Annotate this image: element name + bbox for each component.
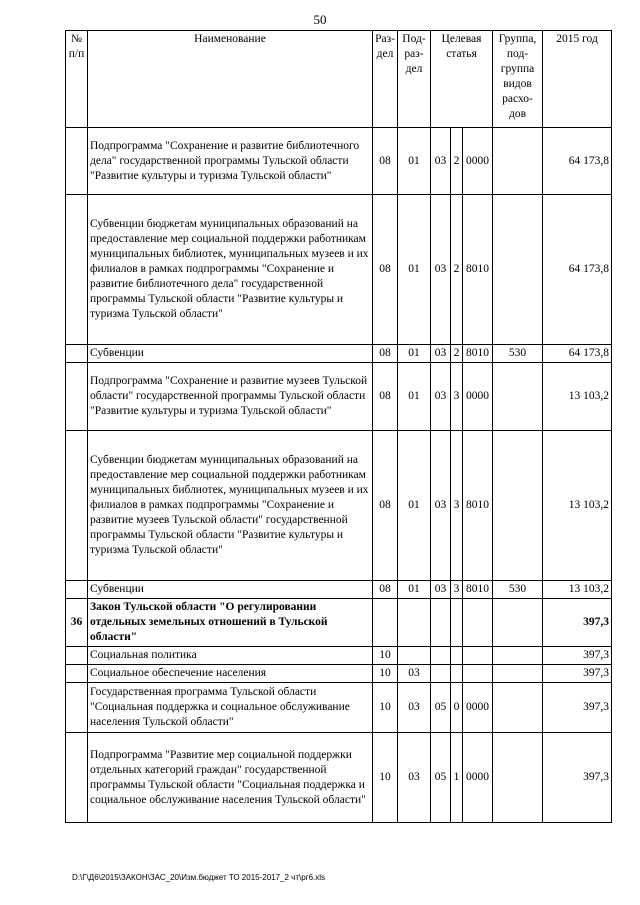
- row-target-program: 03: [431, 195, 451, 345]
- row-target-program: [431, 647, 451, 665]
- row-target-subprogram: [451, 665, 463, 683]
- row-target-program: 03: [431, 345, 451, 363]
- row-expense-group: [493, 733, 543, 823]
- row-amount: 64 173,8: [543, 128, 612, 195]
- row-target-program: [431, 665, 451, 683]
- row-number: [66, 128, 88, 195]
- row-target-program: 03: [431, 363, 451, 431]
- table-row: [66, 195, 612, 345]
- row-expense-group: 530: [493, 581, 543, 599]
- row-number: [66, 363, 88, 431]
- table-row: [66, 345, 612, 363]
- row-podrazdel: 03: [398, 683, 431, 733]
- table-row: [66, 647, 612, 665]
- row-amount: 64 173,8: [543, 345, 612, 363]
- row-name: Государственная программа Тульской области "Социальная поддержка и социальное обслуживание населения Тульской области": [88, 683, 373, 733]
- row-expense-group: [493, 665, 543, 683]
- row-name: Подпрограмма "Сохранение и развитие библиотечного дела" государственной программы Тульской области "Развитие культуры и туризма Тульской области": [88, 128, 373, 195]
- row-amount: 397,3: [543, 665, 612, 683]
- row-number: 36: [66, 599, 88, 647]
- row-target-subprogram: 3: [451, 431, 463, 581]
- row-razdel: 10: [373, 683, 398, 733]
- header-name: Наименование: [88, 31, 373, 128]
- row-podrazdel: [398, 647, 431, 665]
- row-podrazdel: 01: [398, 128, 431, 195]
- row-razdel: 08: [373, 195, 398, 345]
- table-row: [66, 363, 612, 431]
- table-row: [66, 733, 612, 823]
- row-expense-group: 530: [493, 345, 543, 363]
- header-group: Группа, под- группа видов расхо- дов: [493, 31, 543, 128]
- row-amount: 397,3: [543, 647, 612, 665]
- row-amount: 397,3: [543, 683, 612, 733]
- table-header-row: [66, 31, 612, 128]
- header-podrazdel: Под- раз- дел: [398, 31, 431, 128]
- table-body: [66, 128, 612, 823]
- row-target-subprogram: 2: [451, 345, 463, 363]
- row-expense-group: [493, 683, 543, 733]
- row-razdel: 10: [373, 733, 398, 823]
- table-row: [66, 431, 612, 581]
- row-target-code: 0000: [463, 363, 493, 431]
- row-razdel: 08: [373, 363, 398, 431]
- row-target-code: 0000: [463, 733, 493, 823]
- table-row: [66, 581, 612, 599]
- row-number: [66, 683, 88, 733]
- row-podrazdel: 03: [398, 665, 431, 683]
- row-target-subprogram: 2: [451, 195, 463, 345]
- row-number: [66, 345, 88, 363]
- row-amount: 64 173,8: [543, 195, 612, 345]
- row-expense-group: [493, 431, 543, 581]
- row-target-program: 05: [431, 683, 451, 733]
- row-target-code: 8010: [463, 345, 493, 363]
- row-number: [66, 733, 88, 823]
- row-podrazdel: 03: [398, 733, 431, 823]
- row-target-code: 8010: [463, 581, 493, 599]
- row-podrazdel: 01: [398, 431, 431, 581]
- row-number: [66, 195, 88, 345]
- header-no: № п/п: [66, 31, 88, 128]
- row-target-code: 8010: [463, 431, 493, 581]
- row-expense-group: [493, 647, 543, 665]
- row-number: [66, 581, 88, 599]
- table-row: [66, 683, 612, 733]
- row-expense-group: [493, 195, 543, 345]
- row-name: Социальная политика: [88, 647, 373, 665]
- row-razdel: 10: [373, 647, 398, 665]
- row-podrazdel: 01: [398, 581, 431, 599]
- row-target-subprogram: [451, 647, 463, 665]
- row-razdel: 08: [373, 581, 398, 599]
- row-number: [66, 665, 88, 683]
- row-target-program: 03: [431, 128, 451, 195]
- row-target-code: 0000: [463, 128, 493, 195]
- row-number: [66, 431, 88, 581]
- row-target-code: 0000: [463, 683, 493, 733]
- row-target-program: [431, 599, 451, 647]
- row-name: Субвенции бюджетам муниципальных образований на предоставление мер социальной поддержки работникам муниципальных библиотек, муниципальных музеев и их филиалов в рамках подпрограммы "Сохранение и развитие музеев Тульской области" государственной программы Тульской области "Развитие культуры и туризма Тульской области": [88, 431, 373, 581]
- row-target-program: 03: [431, 431, 451, 581]
- row-target-code: [463, 647, 493, 665]
- row-podrazdel: [398, 599, 431, 647]
- row-target-program: 05: [431, 733, 451, 823]
- row-expense-group: [493, 599, 543, 647]
- row-amount: 397,3: [543, 599, 612, 647]
- header-razdel: Раз- дел: [373, 31, 398, 128]
- row-target-subprogram: 1: [451, 733, 463, 823]
- row-target-code: [463, 665, 493, 683]
- footer-file-path: D:\Г\Д6\2015\ЗАКОН\ЗАС_20\Изм.бюджет ТО 2015-2017_2 чт\рг6.xls: [72, 873, 326, 882]
- row-name: Субвенции бюджетам муниципальных образований на предоставление мер социальной поддержки работникам муниципальных библиотек, муниципальных музеев и их филиалов в рамках подпрограммы "Сохранение и развитие библиотечного дела" государственной программы Тульской области "Развитие культуры и туризма Тульской области": [88, 195, 373, 345]
- row-target-subprogram: [451, 599, 463, 647]
- table-row: [66, 128, 612, 195]
- row-target-subprogram: 3: [451, 363, 463, 431]
- header-target: Целевая статья: [431, 31, 493, 128]
- row-razdel: 08: [373, 431, 398, 581]
- row-amount: 13 103,2: [543, 431, 612, 581]
- row-amount: 13 103,2: [543, 581, 612, 599]
- table-row: [66, 665, 612, 683]
- budget-table: [65, 30, 612, 823]
- row-target-program: 03: [431, 581, 451, 599]
- row-target-code: 8010: [463, 195, 493, 345]
- row-name: Подпрограмма "Развитие мер социальной поддержки отдельных категорий граждан" государственной программы Тульской области "Социальная поддержка и социальное обслуживание населения Тульской области": [88, 733, 373, 823]
- row-razdel: 08: [373, 345, 398, 363]
- table-row: [66, 599, 612, 647]
- page-number: 50: [313, 12, 327, 27]
- row-target-subprogram: 0: [451, 683, 463, 733]
- row-target-subprogram: 3: [451, 581, 463, 599]
- row-name: Субвенции: [88, 581, 373, 599]
- row-expense-group: [493, 128, 543, 195]
- header-year: 2015 год: [543, 31, 612, 128]
- row-name: Субвенции: [88, 345, 373, 363]
- row-name: Подпрограмма "Сохранение и развитие музеев Тульской области" государственной программы Тульской области "Развитие культуры и туризма Тульской области": [88, 363, 373, 431]
- row-number: [66, 647, 88, 665]
- row-expense-group: [493, 363, 543, 431]
- row-target-subprogram: 2: [451, 128, 463, 195]
- row-target-code: [463, 599, 493, 647]
- row-name: Закон Тульской области "О регулировании отдельных земельных отношений в Тульской области": [88, 599, 373, 647]
- row-podrazdel: 01: [398, 345, 431, 363]
- row-amount: 13 103,2: [543, 363, 612, 431]
- row-podrazdel: 01: [398, 363, 431, 431]
- row-razdel: 08: [373, 128, 398, 195]
- row-razdel: [373, 599, 398, 647]
- row-podrazdel: 01: [398, 195, 431, 345]
- row-razdel: 10: [373, 665, 398, 683]
- row-amount: 397,3: [543, 733, 612, 823]
- row-name: Социальное обеспечение населения: [88, 665, 373, 683]
